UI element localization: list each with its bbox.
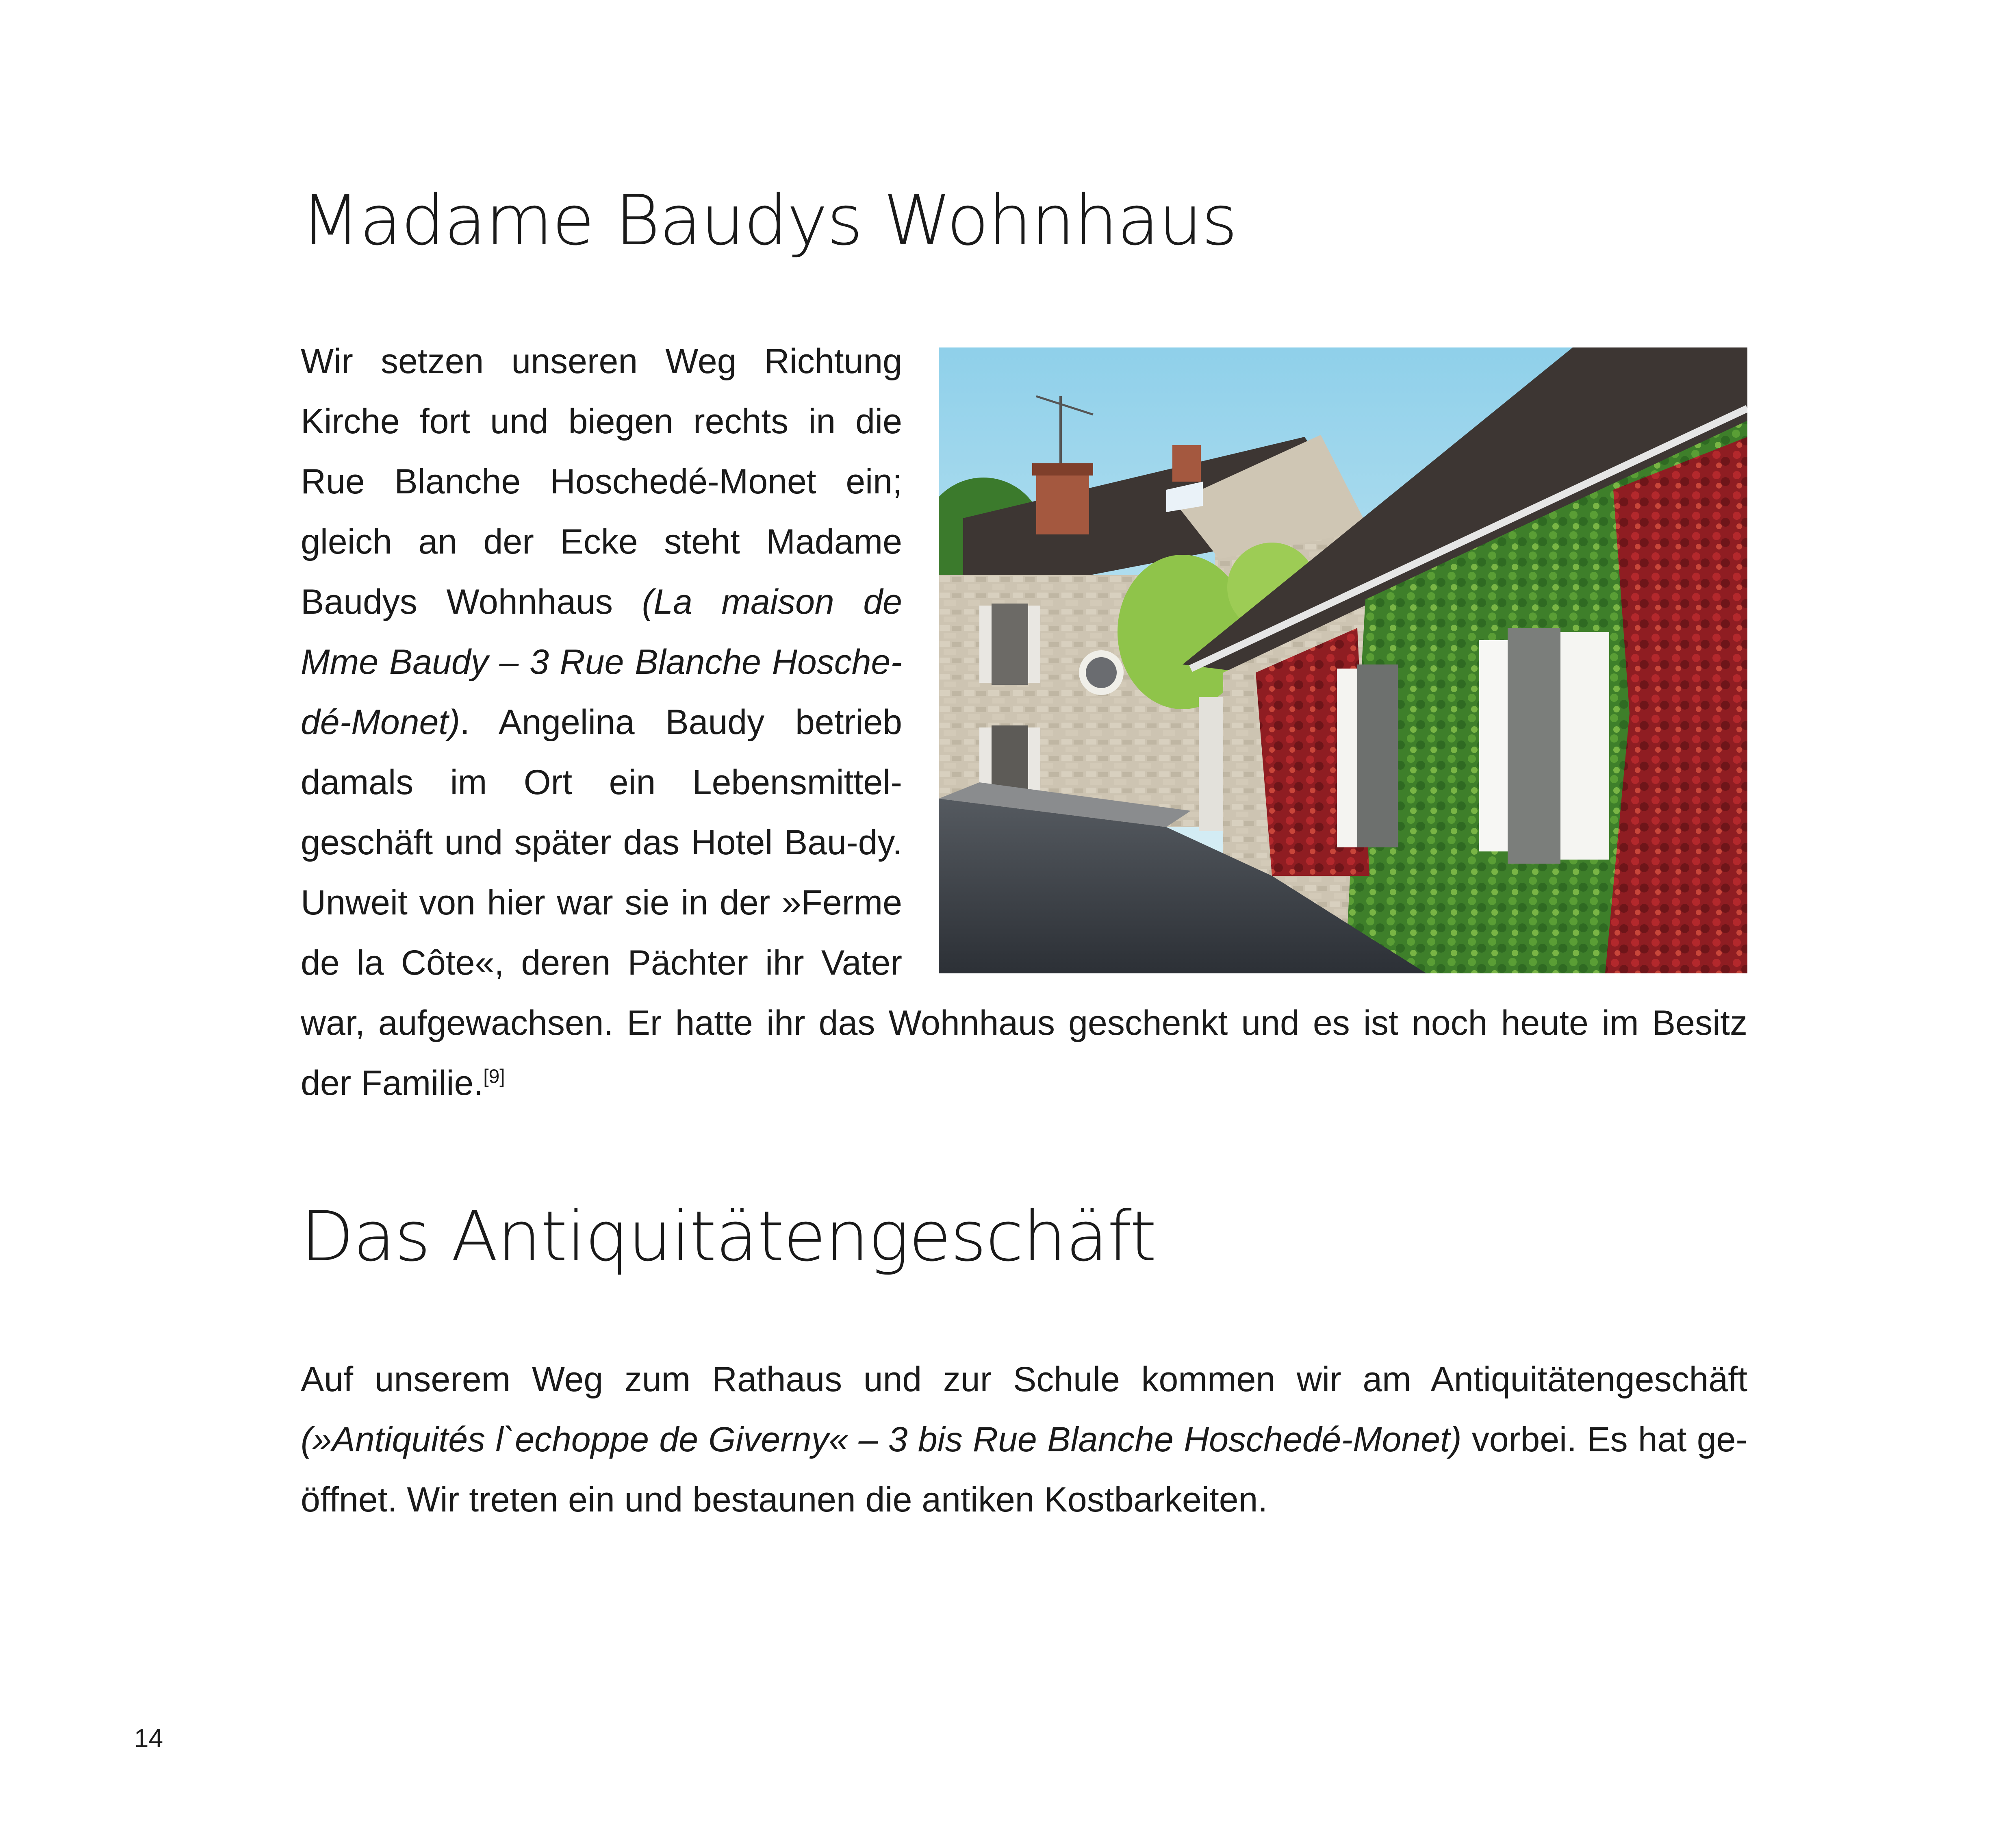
page-number: 14 [134, 1724, 163, 1753]
section-paragraph-antiques [301, 1349, 1747, 1530]
house-photo [939, 347, 1747, 973]
section-heading-antiques: Das Antiquitätengeschäft [301, 1196, 1156, 1277]
paragraph-text-cont: vorbei. Es hat ge-öffnet. Wir treten ein und bestaunen die antiken Kostbarkeiten. [301, 1420, 1747, 1519]
section-body-antiques [301, 1349, 1747, 1530]
paragraph-text: Wir setzen unseren Weg Richtung Kirche fort und biegen rechts in die Rue Blanche Hoschedé-Monet ein; gleich an der Ecke steht Madame Baudys Wohnhaus [301, 342, 902, 621]
house-photo-illustration [939, 347, 1747, 973]
footnote-ref[interactable]: [9] [483, 1066, 505, 1088]
section-body-baudy [301, 331, 1747, 1113]
address-italic: (La maison de Mme Baudy – 3 Rue Blanche Hosche-dé-Monet) [301, 582, 902, 742]
paragraph-text-cont: . Angelina Baudy betrieb damals im Ort ein Lebensmittel-geschäft und später das Hotel Bau-dy. Unweit von hier war sie in der »Ferme de la Côte«, deren Pächter ihr Vater war, aufgewachsen. Er hatte ihr das Wohnhaus geschenkt und es ist noch heute im Besitz der Familie. [301, 703, 1747, 1103]
address-italic: (»Antiquités l`echoppe de Giverny« – 3 bis Rue Blanche Hoschedé-Monet) [301, 1420, 1462, 1459]
section-heading-baudy: Madame Baudys Wohnhaus [301, 180, 1237, 261]
paragraph-text: Auf unserem Weg zum Rathaus und zur Schule kommen wir am Antiquitätengeschäft [301, 1360, 1747, 1399]
